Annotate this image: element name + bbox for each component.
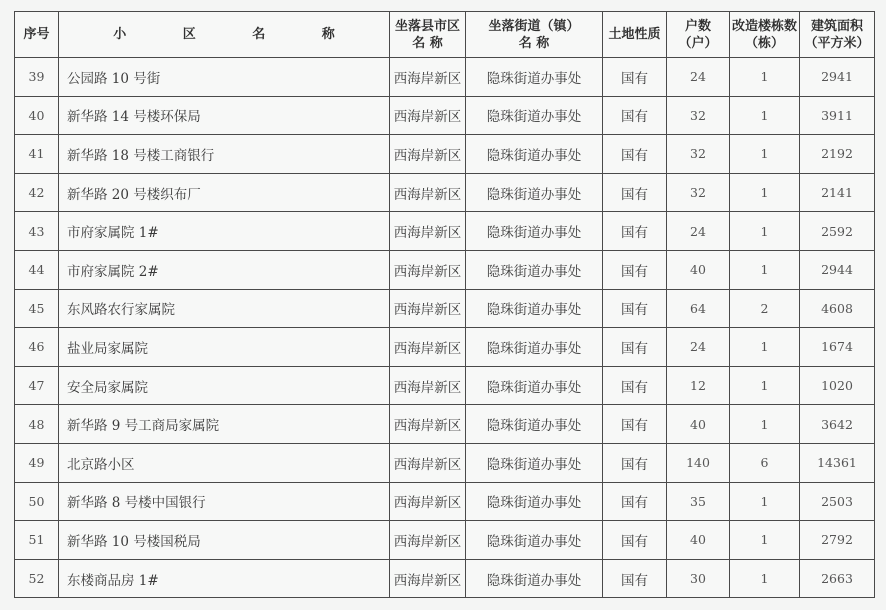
table-row [15, 135, 875, 174]
cell-households: 32 [667, 135, 730, 174]
cell-households: 32 [667, 173, 730, 212]
cell-land: 国有 [603, 559, 667, 598]
cell-county: 西海岸新区 [390, 96, 466, 135]
cell-index: 52 [15, 559, 59, 598]
cell-county: 西海岸新区 [390, 328, 466, 367]
table-row [15, 289, 875, 328]
cell-area: 2941 [800, 58, 875, 97]
header-households-line1: 户数 [684, 18, 711, 34]
cell-land: 国有 [603, 58, 667, 97]
cell-street: 隐珠街道办事处 [466, 405, 603, 444]
header-street [466, 12, 603, 58]
cell-street: 隐珠街道办事处 [466, 482, 603, 521]
cell-area: 2592 [800, 212, 875, 251]
cell-households: 12 [667, 366, 730, 405]
cell-street: 隐珠街道办事处 [466, 366, 603, 405]
cell-street: 隐珠街道办事处 [466, 328, 603, 367]
header-households-line2: （户） [678, 35, 718, 51]
cell-index: 40 [15, 96, 59, 135]
cell-land: 国有 [603, 135, 667, 174]
cell-area: 2944 [800, 250, 875, 289]
cell-county: 西海岸新区 [390, 443, 466, 482]
cell-street: 隐珠街道办事处 [466, 135, 603, 174]
header-county-line2: 名 称 [412, 35, 443, 51]
cell-households: 40 [667, 521, 730, 560]
cell-buildings: 1 [730, 173, 800, 212]
table-row [15, 250, 875, 289]
cell-area: 2663 [800, 559, 875, 598]
header-area-line2: （平方米） [804, 35, 870, 51]
table-row [15, 559, 875, 598]
cell-community-name: 公园路 10 号街 [59, 58, 390, 97]
cell-land: 国有 [603, 250, 667, 289]
cell-community-name: 安全局家属院 [59, 366, 390, 405]
table-body [15, 58, 875, 598]
cell-land: 国有 [603, 482, 667, 521]
header-community-name-text: 小 区 名 称 [113, 27, 361, 42]
cell-households: 40 [667, 250, 730, 289]
cell-street: 隐珠街道办事处 [466, 212, 603, 251]
cell-county: 西海岸新区 [390, 521, 466, 560]
cell-area: 1020 [800, 366, 875, 405]
cell-index: 48 [15, 405, 59, 444]
cell-land: 国有 [603, 212, 667, 251]
cell-area: 2503 [800, 482, 875, 521]
header-index: 序号 [15, 12, 59, 58]
cell-index: 44 [15, 250, 59, 289]
header-row [15, 12, 875, 58]
community-table [14, 11, 875, 598]
cell-households: 40 [667, 405, 730, 444]
table-row [15, 521, 875, 560]
cell-land: 国有 [603, 173, 667, 212]
cell-land: 国有 [603, 366, 667, 405]
cell-county: 西海岸新区 [390, 173, 466, 212]
cell-county: 西海岸新区 [390, 366, 466, 405]
cell-households: 30 [667, 559, 730, 598]
cell-county: 西海岸新区 [390, 405, 466, 444]
cell-buildings: 6 [730, 443, 800, 482]
table-row [15, 405, 875, 444]
header-land: 土地性质 [603, 12, 667, 58]
cell-land: 国有 [603, 328, 667, 367]
cell-households: 32 [667, 96, 730, 135]
cell-street: 隐珠街道办事处 [466, 250, 603, 289]
table-row [15, 366, 875, 405]
cell-area: 2141 [800, 173, 875, 212]
cell-land: 国有 [603, 521, 667, 560]
table-row [15, 482, 875, 521]
cell-street: 隐珠街道办事处 [466, 289, 603, 328]
cell-community-name: 新华路 20 号楼织布厂 [59, 173, 390, 212]
cell-county: 西海岸新区 [390, 212, 466, 251]
header-county [390, 12, 466, 58]
cell-buildings: 1 [730, 405, 800, 444]
cell-community-name: 东风路农行家属院 [59, 289, 390, 328]
cell-index: 50 [15, 482, 59, 521]
cell-community-name: 新华路 10 号楼国税局 [59, 521, 390, 560]
cell-community-name: 市府家属院 1# [59, 212, 390, 251]
cell-buildings: 1 [730, 366, 800, 405]
header-area-line1: 建筑面积 [810, 18, 863, 34]
cell-buildings: 1 [730, 559, 800, 598]
header-street-line1: 坐落街道（镇） [488, 18, 580, 34]
cell-street: 隐珠街道办事处 [466, 58, 603, 97]
cell-buildings: 1 [730, 58, 800, 97]
cell-area: 2192 [800, 135, 875, 174]
cell-index: 39 [15, 58, 59, 97]
cell-area: 2792 [800, 521, 875, 560]
cell-index: 47 [15, 366, 59, 405]
cell-street: 隐珠街道办事处 [466, 559, 603, 598]
cell-county: 西海岸新区 [390, 482, 466, 521]
header-buildings-line2: （栋） [744, 35, 784, 51]
cell-county: 西海岸新区 [390, 250, 466, 289]
cell-community-name: 新华路 18 号楼工商银行 [59, 135, 390, 174]
header-area [800, 12, 875, 58]
table-row [15, 58, 875, 97]
cell-buildings: 1 [730, 328, 800, 367]
cell-street: 隐珠街道办事处 [466, 521, 603, 560]
table-row [15, 328, 875, 367]
cell-buildings: 2 [730, 289, 800, 328]
header-buildings [730, 12, 800, 58]
cell-households: 24 [667, 58, 730, 97]
cell-index: 41 [15, 135, 59, 174]
cell-county: 西海岸新区 [390, 135, 466, 174]
cell-community-name: 东楼商品房 1# [59, 559, 390, 598]
cell-county: 西海岸新区 [390, 559, 466, 598]
header-community-name [59, 12, 390, 58]
table-row [15, 443, 875, 482]
cell-buildings: 1 [730, 96, 800, 135]
cell-community-name: 新华路 8 号楼中国银行 [59, 482, 390, 521]
header-county-line1: 坐落县市区 [394, 18, 460, 34]
header-street-line2: 名 称 [518, 35, 550, 51]
cell-households: 24 [667, 328, 730, 367]
cell-community-name: 新华路 9 号工商局家属院 [59, 405, 390, 444]
cell-street: 隐珠街道办事处 [466, 96, 603, 135]
cell-area: 3642 [800, 405, 875, 444]
cell-land: 国有 [603, 289, 667, 328]
cell-community-name: 市府家属院 2# [59, 250, 390, 289]
cell-area: 4608 [800, 289, 875, 328]
cell-index: 49 [15, 443, 59, 482]
cell-buildings: 1 [730, 250, 800, 289]
cell-buildings: 1 [730, 482, 800, 521]
cell-households: 140 [667, 443, 730, 482]
cell-index: 46 [15, 328, 59, 367]
table-row [15, 212, 875, 251]
cell-county: 西海岸新区 [390, 289, 466, 328]
cell-index: 42 [15, 173, 59, 212]
cell-index: 43 [15, 212, 59, 251]
cell-land: 国有 [603, 96, 667, 135]
cell-area: 1674 [800, 328, 875, 367]
cell-index: 45 [15, 289, 59, 328]
cell-land: 国有 [603, 405, 667, 444]
cell-households: 64 [667, 289, 730, 328]
cell-area: 14361 [800, 443, 875, 482]
cell-buildings: 1 [730, 521, 800, 560]
table-row [15, 173, 875, 212]
cell-community-name: 北京路小区 [59, 443, 390, 482]
table-row [15, 96, 875, 135]
header-households [667, 12, 730, 58]
cell-community-name: 盐业局家属院 [59, 328, 390, 367]
cell-street: 隐珠街道办事处 [466, 173, 603, 212]
cell-index: 51 [15, 521, 59, 560]
cell-households: 35 [667, 482, 730, 521]
cell-land: 国有 [603, 443, 667, 482]
cell-households: 24 [667, 212, 730, 251]
cell-county: 西海岸新区 [390, 58, 466, 97]
cell-community-name: 新华路 14 号楼环保局 [59, 96, 390, 135]
cell-street: 隐珠街道办事处 [466, 443, 603, 482]
cell-area: 3911 [800, 96, 875, 135]
cell-buildings: 1 [730, 135, 800, 174]
cell-buildings: 1 [730, 212, 800, 251]
header-buildings-line1: 改造楼栋数 [731, 18, 797, 34]
